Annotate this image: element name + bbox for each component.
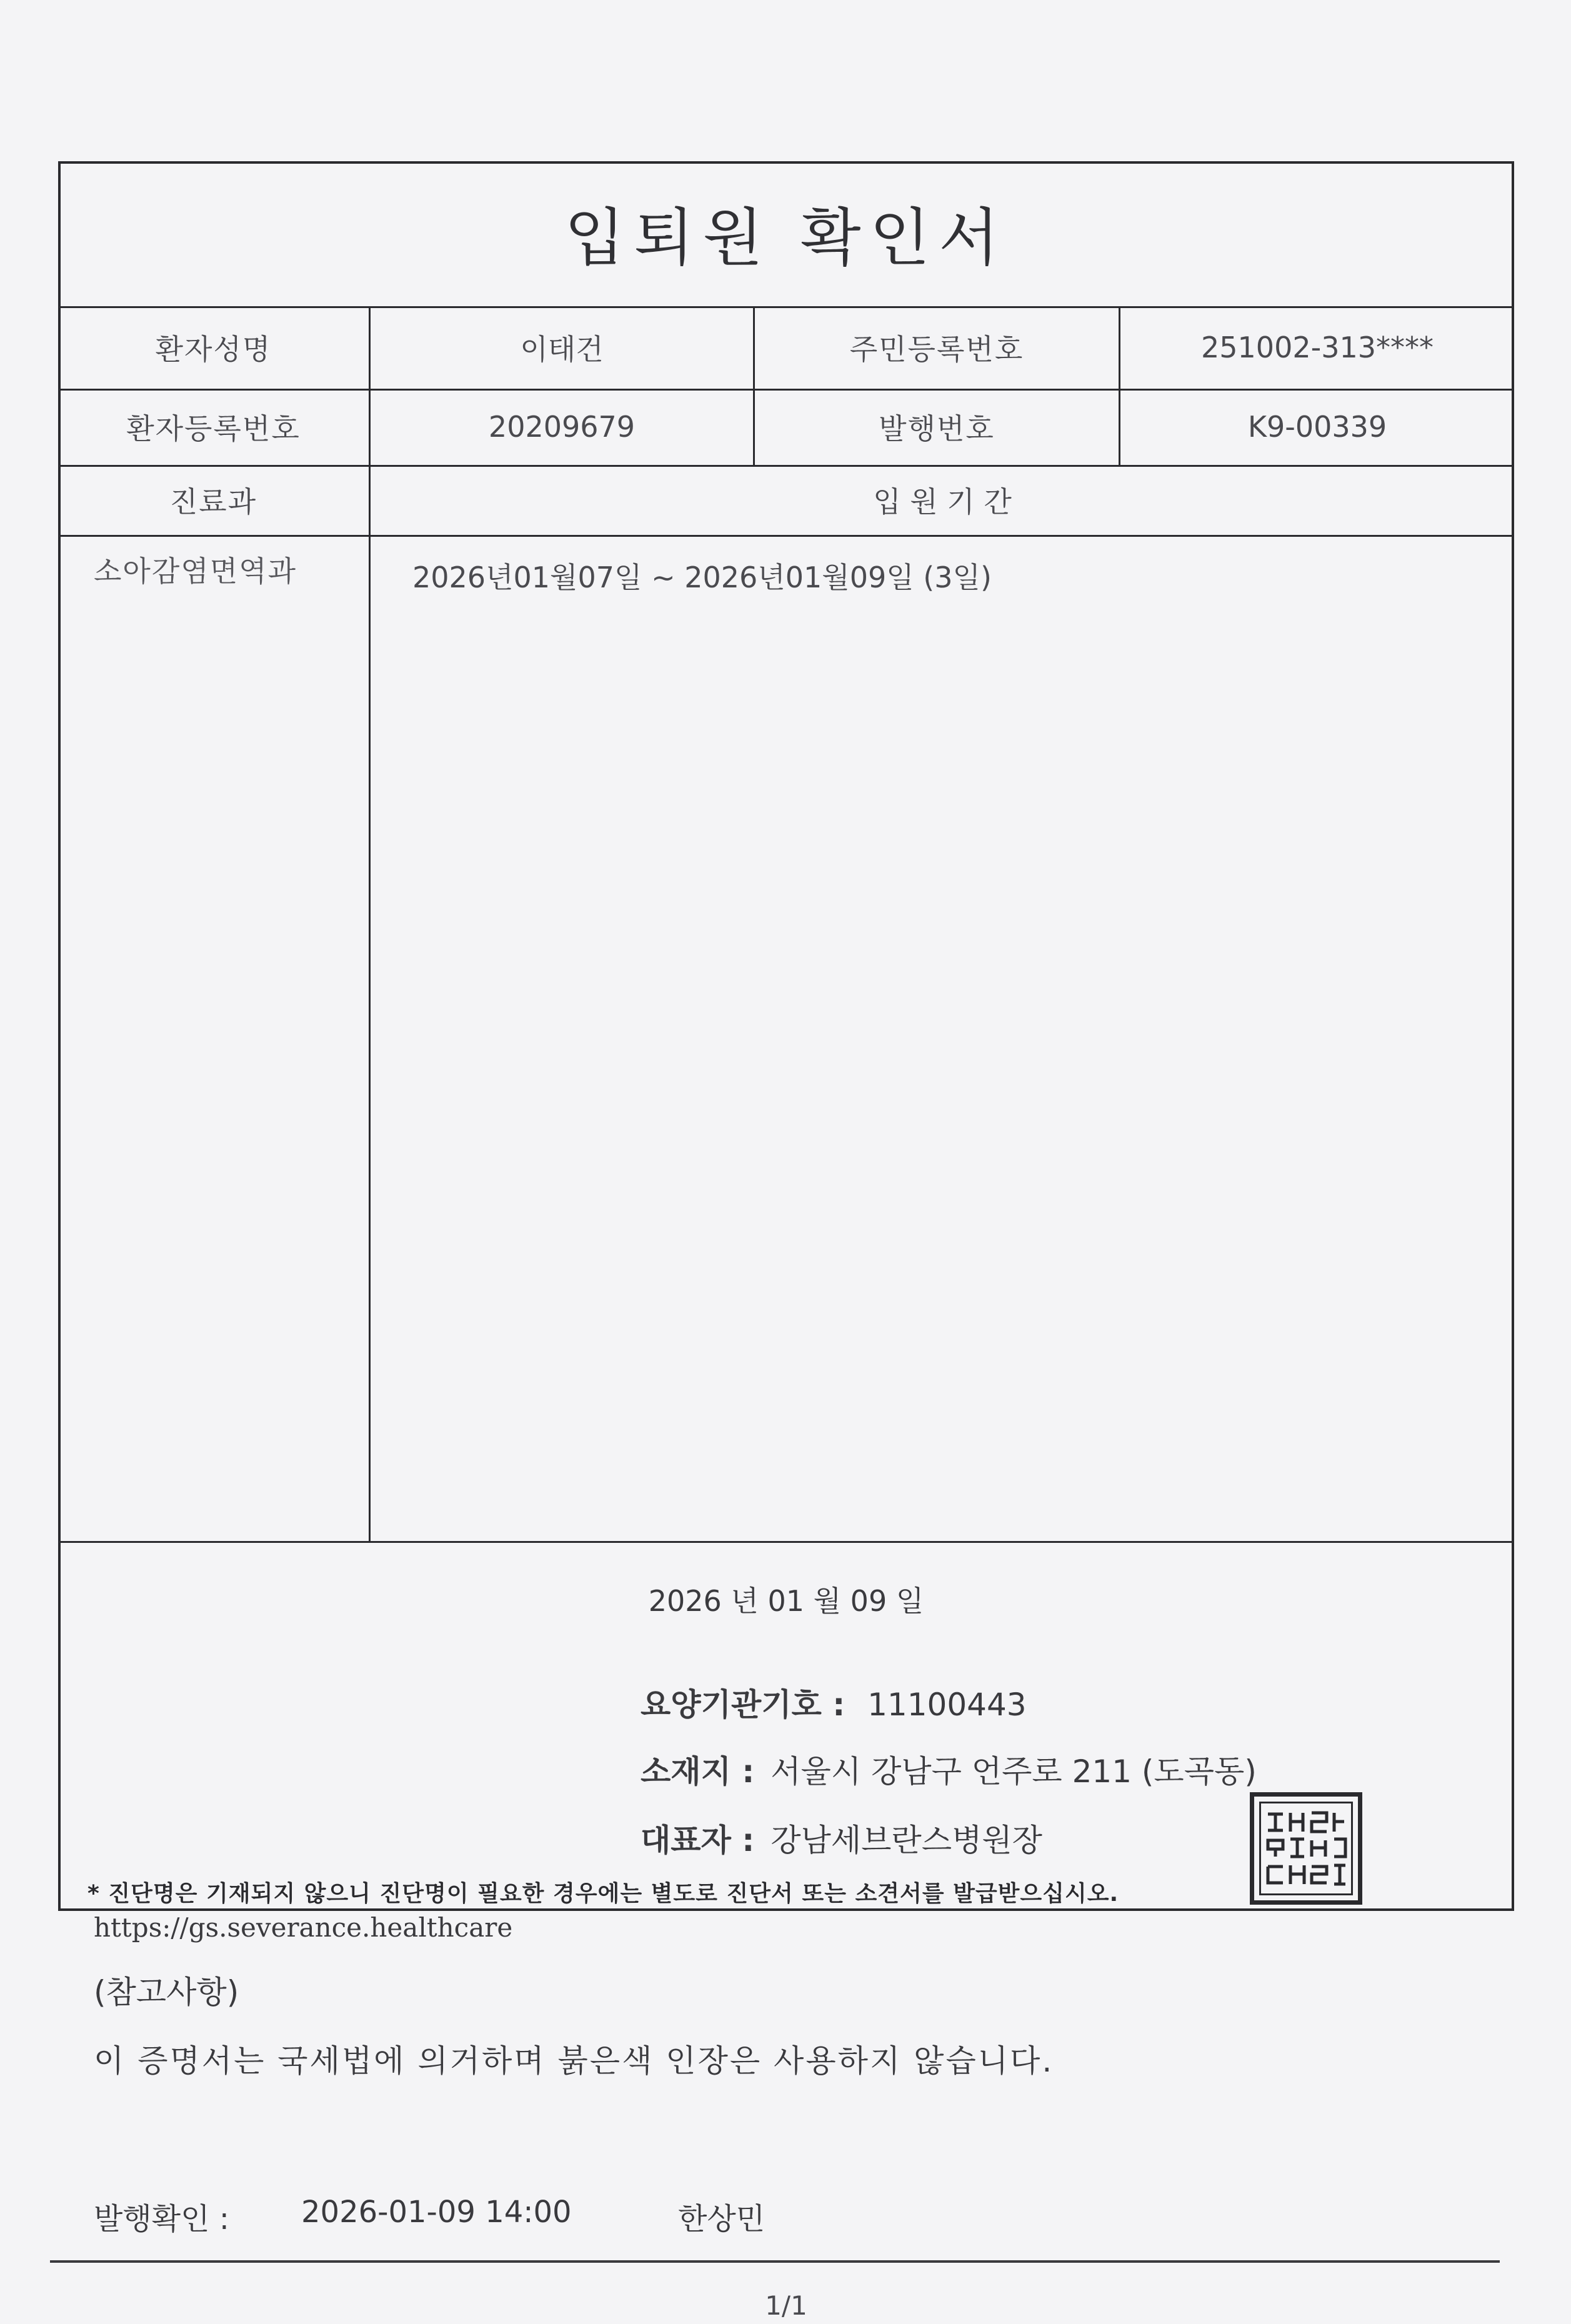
issue-number-value: K9-00339 [1247,410,1387,444]
patient-reg-label: 환자등록번호 [126,412,301,446]
institution-code-label: 요양기관기호 : [641,1687,845,1723]
institution-code-value: 11100443 [867,1687,1027,1723]
representative-label: 대표자 : [641,1822,755,1858]
reference-heading: (참고사항) [94,1974,239,2010]
issue-confirm-label: 발행확인 : [94,2202,229,2237]
patient-name-label: 환자성명 [155,332,272,366]
hospital-url[interactable]: https://gs.severance.healthcare [94,1912,513,1943]
patient-reg-value: 20209679 [488,410,636,444]
issuer-name: 한상민 [678,2202,766,2237]
resident-number-value: 251002-313**** [1201,331,1434,364]
patient-name-value: 이태건 [520,332,604,366]
reference-text: 이 증명서는 국세법에 의거하며 붉은색 인장은 사용하지 않습니다. [94,2043,1054,2079]
address-label: 소재지 : [641,1753,755,1790]
issue-number-label: 발행번호 [879,412,995,446]
representative-row [641,1815,1042,1860]
resident-number-label: 주민등록번호 [849,332,1024,366]
divider [58,535,1514,537]
department-value: 소아감염면역과 [94,554,297,588]
official-seal-icon [1250,1792,1362,1905]
address-value: 서울시 강남구 언주로 211 (도곡동) [771,1753,1257,1790]
admission-period-label: 입 원 기 간 [873,485,1012,519]
representative-value: 강남세브란스병원장 [771,1822,1042,1858]
admission-period-value: 2026년01월07일 ~ 2026년01월09일 (3일) [412,561,992,594]
address-row [641,1747,1257,1792]
diagnosis-notice: * 진단명은 기재되지 않으니 진단명이 필요한 경우에는 별도로 진단서 또는 소견서를 발급받으십시오. [87,1881,1119,1907]
issue-datetime: 2026-01-09 14:00 [301,2195,572,2230]
department-label: 진료과 [169,485,257,519]
document-title: 입퇴원 확인서 [564,201,1008,274]
institution-code-row [641,1680,1027,1725]
issue-date: 2026 년 01 월 09 일 [648,1584,924,1618]
divider [58,1541,1514,1543]
page-number: 1/1 [765,2290,807,2321]
footer-divider [50,2260,1500,2263]
